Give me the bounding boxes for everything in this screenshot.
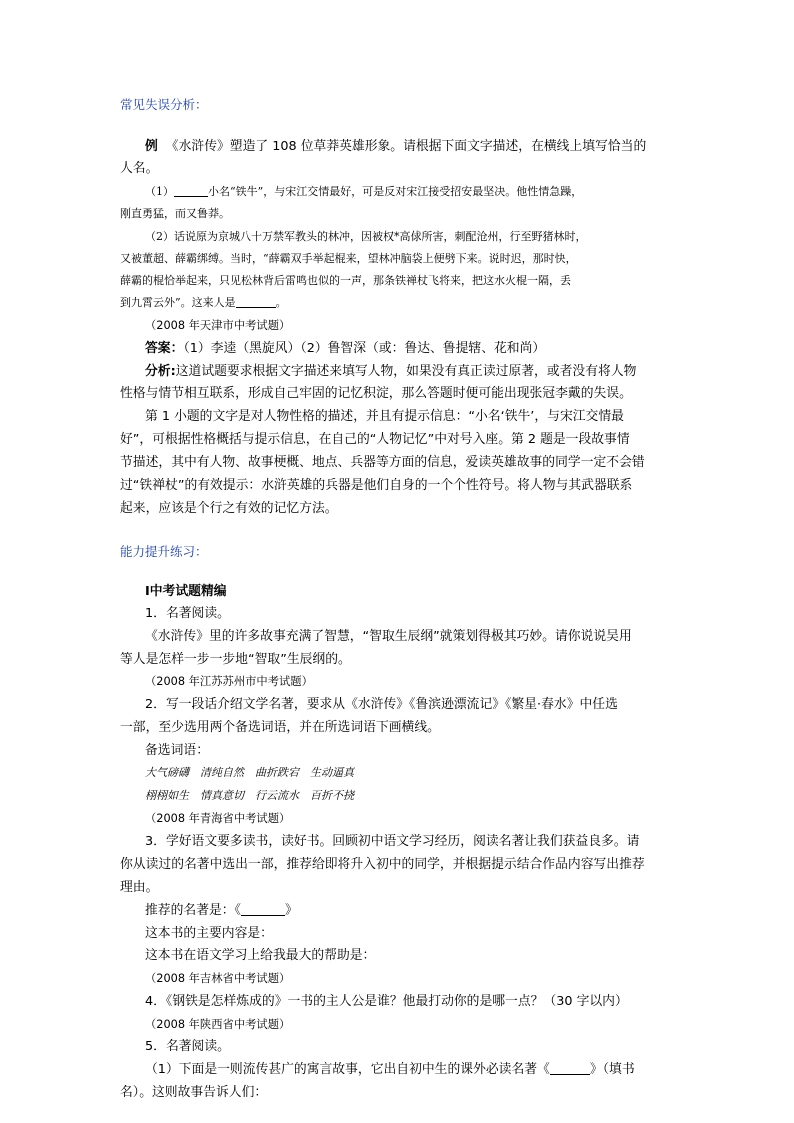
analysis-label: 分析: <box>145 364 176 379</box>
q2-source: （2008 年青海省中考试题） <box>145 812 291 825</box>
q3-content-line: 这本书的主要内容是： <box>145 926 273 941</box>
answer-blank-2[interactable] <box>236 294 276 308</box>
explanation-line-2: 好”，可根据性格概括与提示信息，在自己的“人物记忆”中对号入座。第 2 题是一段故事情 <box>120 432 630 447</box>
sub-heading-exam-selection: Ⅰ中考试题精编 <box>145 584 227 599</box>
q2-words-row-1: 大气磅礴 清纯自然 曲折跌宕 生动逼真 <box>145 766 354 779</box>
item2-line-3: 薛霸的棍恰举起来，只见松林背后雷鸣也似的一声，那条铁禅杖飞将来，把这水火棍一隔，丢 <box>120 274 571 287</box>
item1-number: （1） <box>145 185 174 198</box>
example-line-1 <box>145 136 705 158</box>
example-label: 例 <box>145 139 158 154</box>
explanation-line-4: 过“铁禅杖”的有效提示：水浒英雄的兵器是他们自身的一个个性符号。将人物与其武器联系 <box>120 478 633 493</box>
answer-text: （1）李逵（黑旋风）（2）鲁智深（或：鲁达、鲁提辖、花和尚） <box>183 341 546 356</box>
answer-line <box>145 338 705 360</box>
example-text: 《水浒传》塑造了 108 位草莽英雄形象。请根据下面文字描述，在横线上填写恰当的 <box>165 139 647 154</box>
q5-book-blank[interactable] <box>550 1061 590 1075</box>
q1-line-2: 等人是怎样一步一步地“智取”生辰纲的。 <box>120 652 351 667</box>
analysis-line-2: 性格与情节相互联系，形成自己牢固的记忆积淀，那么答题时便可能出现张冠李戴的失误。 <box>120 386 632 401</box>
q2-line-1: 2．写一段话介绍文学名著，要求从《水浒传》《鲁滨逊漂流记》《繁星·春水》中任选 <box>145 697 618 712</box>
q5-line-1 <box>145 1059 685 1081</box>
item2-line-4-text: 到九霄云外”。这来人是 <box>120 296 236 309</box>
q3-recommend-line <box>145 900 705 922</box>
source-tianjin: （2008 年天津市中考试题） <box>145 319 291 332</box>
q3-line-3: 理由。 <box>120 880 159 895</box>
q3-help-line: 这本书在语文学习上给我最大的帮助是： <box>145 948 376 963</box>
item2-line-4-end: 。 <box>275 296 287 309</box>
q2-words-label: 备选词语： <box>145 743 209 758</box>
q4-line: 4．《钢铁是怎样炼成的》一书的主人公是谁？他最打动你的是哪一点？（30 字以内） <box>145 994 628 1009</box>
q4-source: （2008 年陕西省中考试题） <box>145 1018 291 1031</box>
item1-line-2: 刚直勇猛，而又鲁莽。 <box>120 207 230 220</box>
item2-line-2: 又被董超、薛霸绑缚。当时，“薛霸双手举起棍来，望林冲脑袋上便劈下来。说时迟，那时快， <box>120 252 577 265</box>
item2-line-4 <box>120 292 680 314</box>
q1-line-1: 《水浒传》里的许多故事充满了智慧，“智取生辰纲”就策划得极其巧妙。请你说说吴用 <box>145 629 632 644</box>
q3-source: （2008 年吉林省中考试题） <box>145 972 291 985</box>
explanation-line-5: 起来，应该是个行之有效的记忆方法。 <box>120 501 338 516</box>
section-heading-common-errors: 常见失误分析： <box>120 97 208 112</box>
explanation-line-3: 节描述，其中有人物、故事梗概、地点、兵器等方面的信息，爱读英雄故事的同学一定不会错 <box>120 455 645 470</box>
answer-label: 答案： <box>145 341 184 356</box>
item1-text: 小名“铁牛”，与宋江交情最好，可是反对宋江接受招安最坚决。他性情急躁， <box>208 185 583 198</box>
q3-line-1: 3．学好语文要多读书，读好书。回顾初中语文学习经历，阅读名著让我们获益良多。请 <box>145 834 640 849</box>
q1-title: 1．名著阅读。 <box>145 606 230 621</box>
q5-line-1-text: （1）下面是一则流传甚广的寓言故事，它出自初中生的课外必读名著《 <box>145 1062 550 1077</box>
item2-line-1: （2）话说原为京城八十万禁军教头的林冲，因被权*高俅所害，刺配沧州，行至野猪林时， <box>145 230 587 243</box>
q2-words-row-2: 栩栩如生 情真意切 行云流水 百折不挠 <box>145 789 354 802</box>
item1-line-1 <box>145 181 705 203</box>
example-line-2: 人名。 <box>120 161 159 176</box>
analysis-line-1 <box>145 361 705 383</box>
q1-source: （2008 年江苏苏州市中考试题） <box>145 675 313 688</box>
analysis-text: 这道试题要求根据文字描述来填写人物，如果没有真正读过原著，或者没有将人物 <box>175 364 637 379</box>
q5-title: 5．名著阅读。 <box>145 1039 230 1054</box>
q3-recommend-close: 》 <box>284 903 298 918</box>
explanation-line-1: 第 1 小题的文字是对人物性格的描述，并且有提示信息：“小名‘铁牛’，与宋江交情最 <box>145 409 624 424</box>
q3-recommend-label: 推荐的名著是：《 <box>145 903 241 918</box>
q3-line-2: 你从读过的名著中选出一部，推荐给即将升入初中的同学，并根据提示结合作品内容写出推荐 <box>120 857 645 872</box>
section-heading-practice: 能力提升练习： <box>120 544 208 559</box>
q5-line-1-end: 》（填书 <box>589 1062 635 1077</box>
q5-line-2: 名）。这则故事告诉人们： <box>120 1085 268 1100</box>
q2-line-2: 一部，至少选用两个备选词语，并在所选词语下画横线。 <box>120 720 440 735</box>
answer-blank-1[interactable] <box>174 183 208 197</box>
book-name-blank[interactable] <box>241 902 285 916</box>
